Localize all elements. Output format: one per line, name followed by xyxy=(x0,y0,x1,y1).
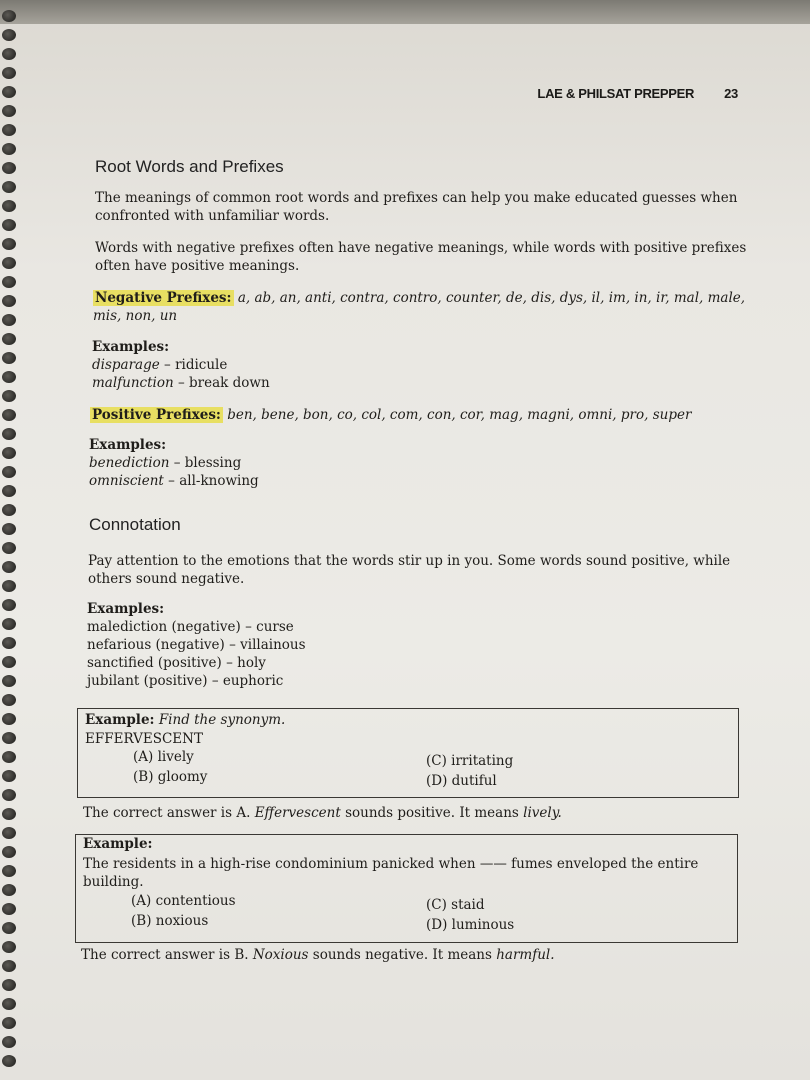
answer-meaning: lively. xyxy=(523,805,562,821)
binding-ring xyxy=(2,656,16,668)
example-heading xyxy=(85,711,285,729)
binding-ring xyxy=(2,1036,16,1048)
binding-ring xyxy=(2,523,16,535)
example-item: malediction (negative) – curse xyxy=(87,619,294,635)
answer-prefix: The correct answer is A. xyxy=(83,805,251,821)
root-paragraph-1 xyxy=(95,189,737,225)
example-word: EFFERVESCENT xyxy=(85,731,203,747)
binding-ring xyxy=(2,143,16,155)
negative-examples xyxy=(92,338,270,392)
answer-middle: sounds positive. It means xyxy=(345,805,519,821)
page-number: 23 xyxy=(724,86,738,101)
binding-ring xyxy=(2,808,16,820)
text-line: Pay attention to the emotions that the words stir up in you. Some words sound positive, while xyxy=(88,553,731,569)
binding-ring xyxy=(2,846,16,858)
binding-ring xyxy=(2,694,16,706)
binding-ring xyxy=(2,827,16,839)
example-word: omniscient xyxy=(89,473,164,489)
binding-ring xyxy=(2,181,16,193)
binding-ring xyxy=(2,675,16,687)
answer-prefix: The correct answer is B. xyxy=(81,947,249,963)
example-item: malfunction – break down xyxy=(92,375,270,391)
example-question xyxy=(83,855,731,891)
binding-ring xyxy=(2,998,16,1010)
binding-ring xyxy=(2,865,16,877)
examples-label: Examples: xyxy=(87,601,165,617)
answer-2 xyxy=(81,946,555,964)
binding-ring xyxy=(2,409,16,421)
binding-ring xyxy=(2,751,16,763)
binding-ring xyxy=(2,428,16,440)
option-a: (A) lively xyxy=(133,749,194,765)
running-header xyxy=(537,86,738,101)
running-title: LAE & PHILSAT PREPPER xyxy=(537,86,695,101)
binding-ring xyxy=(2,276,16,288)
example-item: benediction – blessing xyxy=(89,455,242,471)
binding-ring xyxy=(2,1017,16,1029)
root-paragraph-2 xyxy=(95,239,746,275)
positive-examples xyxy=(89,436,259,490)
examples-label: Examples: xyxy=(89,437,167,453)
binding-ring xyxy=(2,941,16,953)
example-box-sentence xyxy=(75,834,738,943)
option-d: (D) dutiful xyxy=(426,773,497,789)
option-b: (B) gloomy xyxy=(133,769,208,785)
text-line: The residents in a high-rise condominium panicked when —— fumes enveloped the entire xyxy=(83,856,699,872)
positive-prefixes-label: Positive Prefixes: xyxy=(92,407,221,423)
answer-middle: sounds negative. It means xyxy=(312,947,492,963)
binding-ring xyxy=(2,1055,16,1067)
binding-ring xyxy=(2,903,16,915)
section-title-connotation: Connotation xyxy=(89,515,181,534)
negative-prefixes-line-1: a, ab, an, anti, contra, contro, counter, de, dis, dys, il, im, in, ir, mal, male, xyxy=(237,290,746,306)
example-meaning: blessing xyxy=(184,455,242,471)
negative-prefixes-label: Negative Prefixes: xyxy=(95,290,232,306)
example-meaning: ridicule xyxy=(175,357,228,373)
binding-ring xyxy=(2,542,16,554)
binding-ring xyxy=(2,637,16,649)
binding-ring xyxy=(2,960,16,972)
binding-ring xyxy=(2,105,16,117)
binding-ring xyxy=(2,447,16,459)
binding-ring xyxy=(2,884,16,896)
text-line: Words with negative prefixes often have negative meanings, while words with positive prefixes xyxy=(95,240,747,256)
section-title-root-words: Root Words and Prefixes xyxy=(95,157,284,176)
binding-ring xyxy=(2,371,16,383)
binding-ring xyxy=(2,238,16,250)
answer-word: Effervescent xyxy=(254,805,341,821)
example-meaning: break down xyxy=(189,375,270,391)
negative-prefixes xyxy=(93,289,753,325)
binding-ring xyxy=(2,124,16,136)
binding-ring xyxy=(2,219,16,231)
text-line: The meanings of common root words and prefixes can help you make educated guesses when xyxy=(95,190,738,206)
example-item: jubilant (positive) – euphoric xyxy=(87,673,284,689)
option-a: (A) contentious xyxy=(131,893,236,909)
binding-ring xyxy=(2,48,16,60)
positive-prefixes xyxy=(90,406,691,424)
example-label: Example: xyxy=(85,712,155,728)
examples-label: Examples: xyxy=(92,339,170,355)
answer-meaning: harmful. xyxy=(496,947,555,963)
example-word: disparage xyxy=(92,357,160,373)
binding-ring xyxy=(2,789,16,801)
binding-ring xyxy=(2,295,16,307)
binding-ring xyxy=(2,314,16,326)
text-line: often have positive meanings. xyxy=(95,258,300,274)
binding-ring xyxy=(2,466,16,478)
binding-ring xyxy=(2,561,16,573)
text-line: building. xyxy=(83,874,144,890)
example-item: sanctified (positive) – holy xyxy=(87,655,266,671)
option-c: (C) irritating xyxy=(426,753,514,769)
positive-prefixes-list: ben, bene, bon, co, col, com, con, cor, mag, magni, omni, pro, super xyxy=(227,407,692,423)
binding-ring xyxy=(2,257,16,269)
answer-1 xyxy=(83,804,562,822)
example-meaning: all-knowing xyxy=(179,473,259,489)
spiral-binding xyxy=(0,10,22,1080)
text-line: confronted with unfamiliar words. xyxy=(95,208,330,224)
binding-ring xyxy=(2,580,16,592)
option-b: (B) noxious xyxy=(131,913,209,929)
connotation-paragraph xyxy=(88,552,730,588)
connotation-examples xyxy=(87,600,306,690)
binding-ring xyxy=(2,162,16,174)
binding-ring xyxy=(2,390,16,402)
binding-ring xyxy=(2,922,16,934)
binding-ring xyxy=(2,352,16,364)
binding-ring xyxy=(2,485,16,497)
binding-ring xyxy=(2,599,16,611)
binding-ring xyxy=(2,86,16,98)
example-box-synonym xyxy=(77,708,739,798)
option-c: (C) staid xyxy=(426,897,485,913)
binding-ring xyxy=(2,770,16,782)
binding-ring xyxy=(2,732,16,744)
example-word: malfunction xyxy=(92,375,174,391)
example-instruction: Find the synonym. xyxy=(158,712,286,728)
text-line: others sound negative. xyxy=(88,571,245,587)
example-word: benediction xyxy=(89,455,170,471)
answer-word: Noxious xyxy=(252,947,309,963)
binding-ring xyxy=(2,67,16,79)
binding-ring xyxy=(2,713,16,725)
binding-ring xyxy=(2,29,16,41)
example-item: omniscient – all-knowing xyxy=(89,473,259,489)
example-item: nefarious (negative) – villainous xyxy=(87,637,306,653)
binding-ring xyxy=(2,618,16,630)
binding-ring xyxy=(2,200,16,212)
binding-ring xyxy=(2,504,16,516)
example-label: Example: xyxy=(83,836,153,852)
page-shadow-band xyxy=(0,0,810,24)
option-d: (D) luminous xyxy=(426,917,515,933)
negative-prefixes-line-2: mis, non, un xyxy=(93,308,178,324)
binding-ring xyxy=(2,10,16,22)
example-item: disparage – ridicule xyxy=(92,357,228,373)
binding-ring xyxy=(2,333,16,345)
binding-ring xyxy=(2,979,16,991)
